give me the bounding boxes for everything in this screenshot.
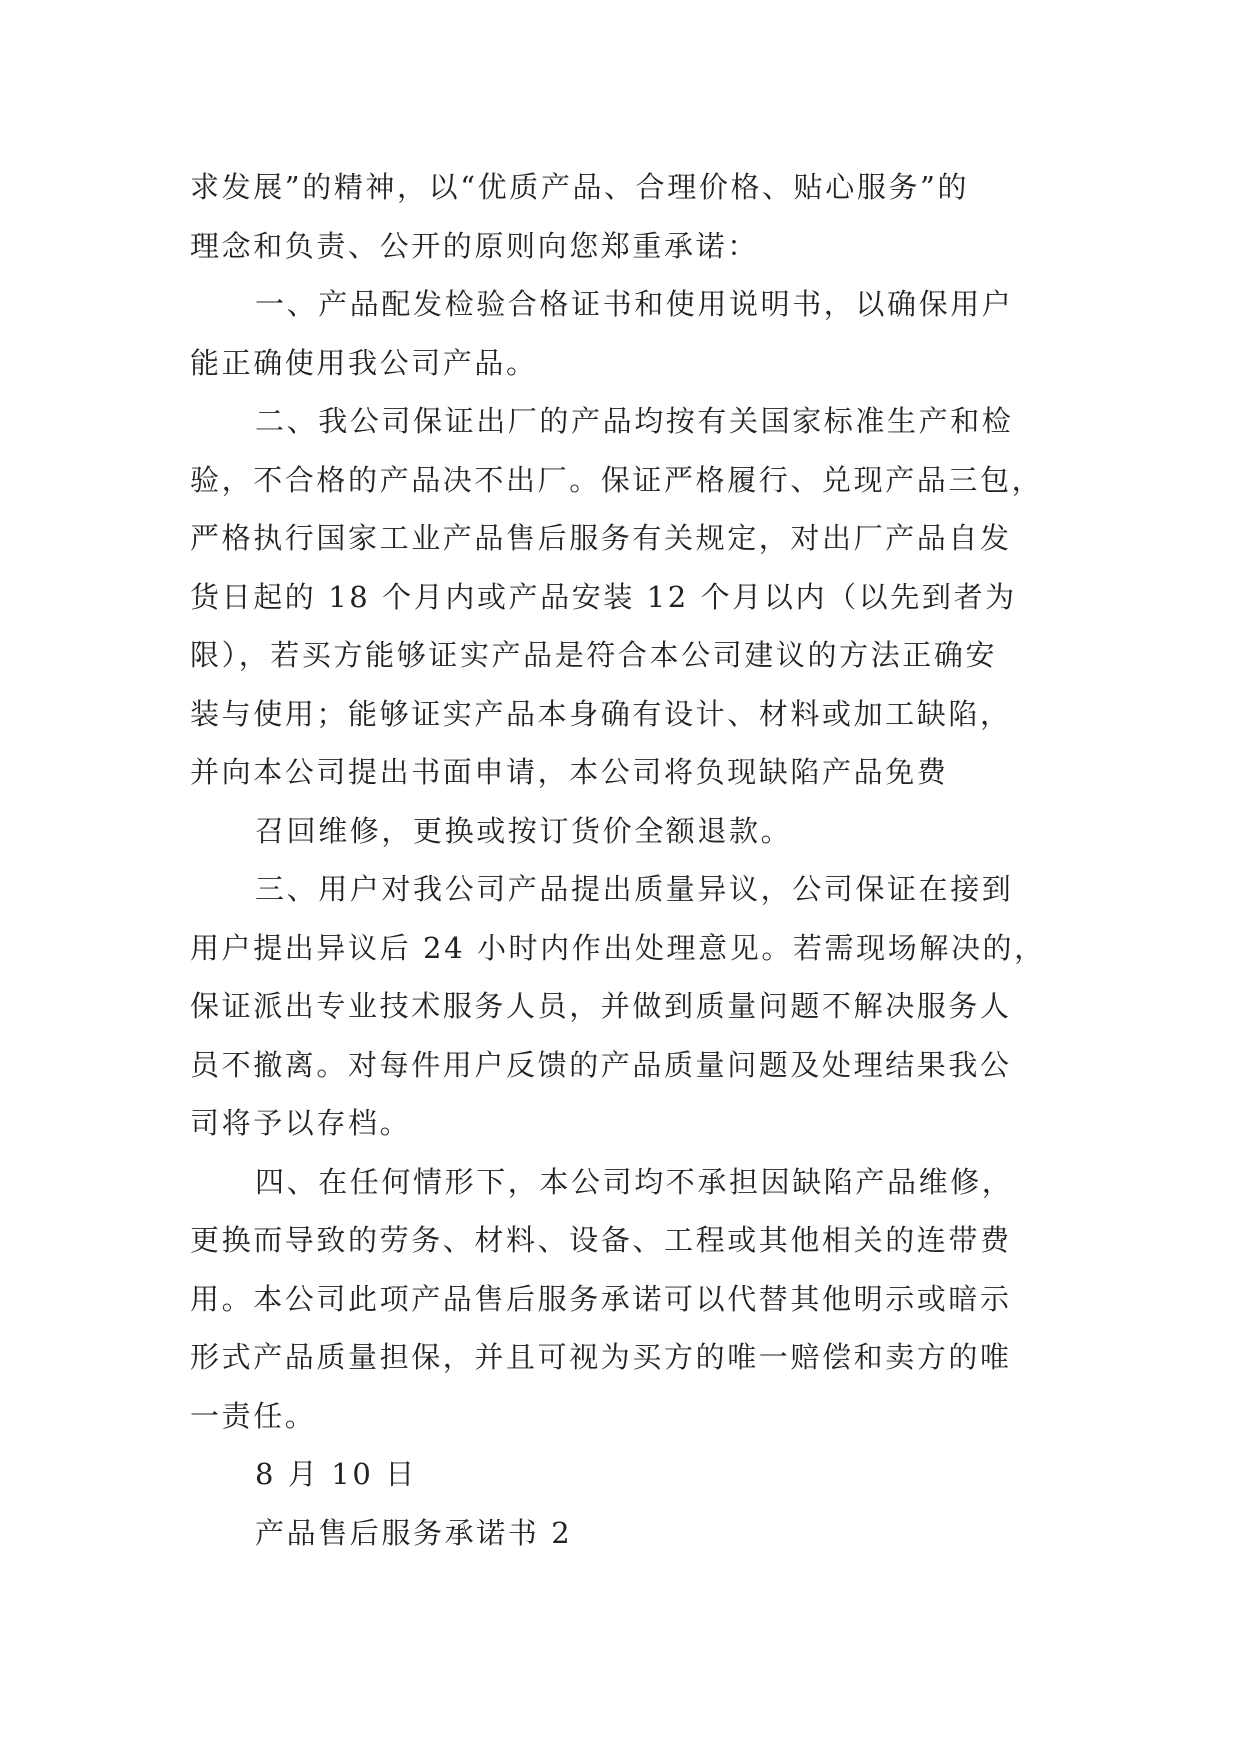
text-line: 并向本公司提出书面申请，本公司将负现缺陷产品免费 [190, 755, 949, 789]
text-line: 四、在任何情形下，本公司均不承担因缺陷产品维修， [255, 1164, 1014, 1199]
section-title: 产品售后服务承诺书 2 [255, 1515, 573, 1550]
date-line: 8 月 10 日 [255, 1457, 417, 1491]
text-line: 保证派出专业技术服务人员，并做到质量问题不解决服务人 [190, 989, 1012, 1023]
text-line: 限），若买方能够证实产品是符合本公司建议的方法正确安 [190, 638, 998, 672]
text-line: 更换而导致的劳务、材料、设备、工程或其他相关的连带费 [190, 1223, 1012, 1257]
text-line: 装与使用；能够证实产品本身确有设计、材料或加工缺陷， [190, 696, 1012, 731]
text-line: 三、用户对我公司产品提出质量异议，公司保证在接到 [255, 872, 1014, 906]
text-line: 求发展”的精神，以“优质产品、合理价格、贴心服务”的 [190, 170, 970, 204]
text-line: 严格执行国家工业产品售后服务有关规定，对出厂产品自发 [190, 521, 1012, 555]
text-line: 验，不合格的产品决不出厂。保证严格履行、兑现产品三包， [190, 462, 1044, 497]
text-line: 司将予以存档。 [190, 1106, 412, 1140]
text-line: 能正确使用我公司产品。 [190, 345, 538, 380]
text-line: 二、我公司保证出厂的产品均按有关国家标准生产和检 [255, 404, 1014, 438]
document-body [190, 158, 1050, 1562]
text-line: 一责任。 [190, 1398, 317, 1433]
text-line: 一、产品配发检验合格证书和使用说明书，以确保用户 [255, 287, 1014, 321]
text-line: 理念和负责、公开的原则向您郑重承诺： [190, 228, 759, 263]
text-line: 货日起的 18 个月内或产品安装 12 个月以内（以先到者为 [190, 579, 1017, 614]
text-line: 员不撤离。对每件用户反馈的产品质量问题及处理结果我公 [190, 1047, 1012, 1082]
text-line: 用。本公司此项产品售后服务承诺可以代替其他明示或暗示 [190, 1281, 1012, 1316]
text-line: 召回维修，更换或按订货价全额退款。 [255, 813, 793, 848]
text-line: 用户提出异议后 24 小时内作出处理意见。若需现场解决的， [190, 930, 1046, 965]
text-line: 形式产品质量担保，并且可视为买方的唯一赔偿和卖方的唯 [190, 1340, 1012, 1374]
